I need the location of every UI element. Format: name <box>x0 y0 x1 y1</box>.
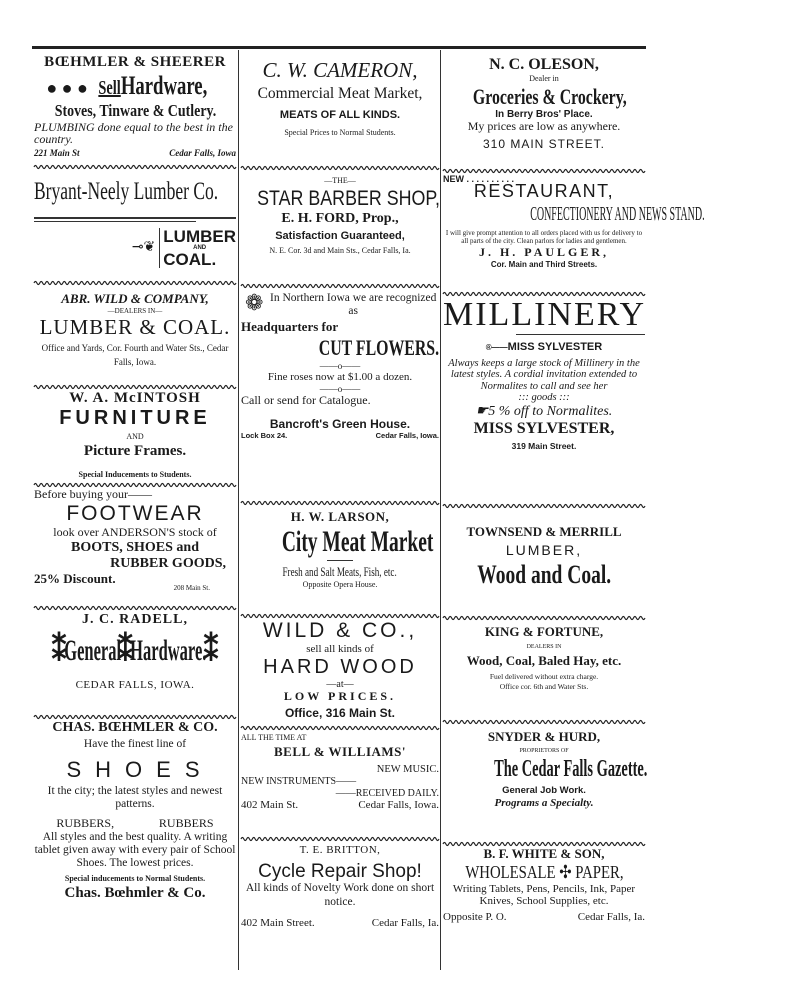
ornament-icon: ®—— <box>485 343 508 352</box>
advertiser-name: BŒHMLER & SHEERER <box>44 54 226 70</box>
ad-cameron <box>241 58 439 137</box>
advertiser-name: J. H. PAULGER, <box>478 244 610 259</box>
place-line: In Berry Bros' Place. <box>495 108 593 120</box>
special-note: Special Inducements to Students. <box>78 469 192 479</box>
location: Opposite P. O. <box>443 910 507 923</box>
hardware-heading: Hardware. <box>130 634 207 668</box>
office-address: Office cor. 6th and Water Sts. <box>499 682 589 692</box>
finest-text: Have the finest line of <box>83 738 187 751</box>
bullets-ornament: ● ● ● <box>46 78 88 99</box>
address: 319 Main Street. <box>511 440 577 451</box>
prices-line: My prices are low as anywhere. <box>467 119 621 134</box>
music-line: NEW MUSIC. <box>376 764 439 776</box>
discount: 5 % off to Normalites. <box>488 404 613 420</box>
headquarters-label: Headquarters for <box>241 319 339 335</box>
advertiser-name: T. E. BRITTON, <box>299 844 381 856</box>
ad-larson <box>241 510 439 589</box>
ad-boehmler-sheerer <box>34 54 236 158</box>
intro-text: In Northern Iowa we are recognized as <box>270 292 437 318</box>
gazette-heading: The Cedar Falls Gazette. <box>494 755 648 782</box>
ad-oleson <box>443 56 645 152</box>
wavy-divider <box>241 500 439 506</box>
advertiser-name: W. A. McINTOSH <box>69 390 201 406</box>
low-prices: LOW PRICES. <box>283 689 397 704</box>
wavy-divider <box>443 503 645 509</box>
shoes-heading: SHOES <box>66 757 214 783</box>
rose-icon: ❁ <box>245 290 264 315</box>
goods-text: ::: goods ::: <box>518 392 570 404</box>
dealers-label: —DEALERS IN— <box>107 306 163 315</box>
the-label: —THE— <box>324 176 356 185</box>
ad-wild-co <box>241 619 439 721</box>
millinery-heading: MILLINERY <box>443 296 647 333</box>
dealers-label: DEALERS IN <box>526 643 562 650</box>
hardware-heading: Hardware, <box>120 71 207 101</box>
furniture-heading: FURNITURE <box>59 407 211 430</box>
cut-flowers-heading: CUT FLOWERS. <box>318 335 439 361</box>
ad-townsend <box>443 525 645 590</box>
market-heading: City Meat Market <box>281 524 434 558</box>
wavy-divider <box>443 719 645 725</box>
miss-sylvester-label: MISS SYLVESTER <box>507 341 603 353</box>
wavy-divider <box>241 725 439 731</box>
advertiser-name: Bryant-Neely Lumber Co. <box>34 178 219 205</box>
address: N. E. Cor. 3d and Main Sts., Cedar Falls, Ia. <box>269 246 411 256</box>
advertiser-name: B. F. WHITE & SON, <box>483 846 605 861</box>
wavy-divider <box>34 164 236 170</box>
city: Cedar Falls, Ia. <box>577 910 645 923</box>
plumbing-text: PLUMBING done equal to the best in the country. <box>34 119 233 147</box>
sell-label: Sell <box>98 77 122 100</box>
address: 402 Main St. <box>241 799 299 812</box>
dealer-label: Dealer in <box>529 74 559 84</box>
advertiser-name: SNYDER & HURD, <box>487 729 601 744</box>
address: 402 Main Street. <box>241 916 315 929</box>
advertiser-name: STAR BARBER SHOP, <box>257 187 440 211</box>
address: 221 Main St <box>34 147 80 158</box>
lumber-label: LUMBER, <box>505 541 583 558</box>
advertiser-name: BELL & WILLIAMS' <box>273 744 407 760</box>
goods-heading: Wood, Coal, Baled Hay, etc. <box>466 652 622 668</box>
ad-bryant-neely <box>34 178 236 268</box>
before-text: Before buying your—— <box>34 487 152 501</box>
ad-sylvester <box>443 298 645 452</box>
lumber-label: LUMBER <box>163 226 236 246</box>
ad-mcintosh <box>34 390 236 479</box>
and-label: AND <box>126 432 144 442</box>
novelty-text: All kinds of Novelty Work done on short notice. <box>245 882 435 908</box>
shop-heading: Cycle Repair Shop! <box>258 860 422 882</box>
city: CEDAR FALLS, IOWA. <box>75 678 195 691</box>
pointing-hand-icon: ☛ <box>475 404 489 420</box>
advertiser-name: MISS SYLVESTER, <box>473 420 615 438</box>
rubbers-label: RUBBERS <box>158 816 214 831</box>
special-note: Special Prices to Normal Students. <box>284 127 396 137</box>
signature: Chas. Bœhmler & Co. <box>64 884 206 901</box>
styles-text: All styles and the best quality. A writing tablet given away with every pair of School Shoes. The lowest prices. <box>34 830 236 870</box>
fuel-note: Fuel delivered without extra charge. <box>489 671 599 681</box>
job-work-line: General Job Work. <box>502 785 586 797</box>
address: 310 MAIN STREET. <box>482 137 606 152</box>
prompt-text: I will give prompt attention to all orders placed with us for delivery to all parts of the city. Clean parlors for ladies and gentlemen. <box>445 229 643 246</box>
ornament-icon: ⊸❦ <box>131 239 156 255</box>
proprietor: E. H. FORD, Prop., <box>281 211 399 227</box>
footwear-heading: FOOTWEAR <box>66 501 204 525</box>
sell-text: sell all kinds of <box>306 643 374 656</box>
discount: 25% Discount. <box>34 570 116 586</box>
ad-abr-wild <box>34 292 236 369</box>
wholesale-heading: WHOLESALE ✣ PAPER, <box>464 861 624 882</box>
hardwood-heading: HARD WOOD <box>263 655 417 678</box>
advertiser-name: CHAS. BŒHMLER & CO. <box>52 720 218 735</box>
boots-line: BOOTS, SHOES and <box>70 539 199 555</box>
general-label: General <box>63 634 121 668</box>
advertiser-name: Bancroft's Green House. <box>269 416 411 431</box>
satisfaction-line: Satisfaction Guaranteed, <box>275 230 405 243</box>
at-label: —at— <box>326 678 354 690</box>
column-rule <box>440 50 441 970</box>
and-label: AND <box>193 244 207 251</box>
stoves-line: Stoves, Tinware & Cutlery. <box>54 101 216 121</box>
advertiser-name: TOWNSEND & MERRILL <box>466 524 622 539</box>
advertiser-name: J. C. RADELL, <box>82 612 188 627</box>
fresh-line: Fresh and Salt Meats, Fish, etc. <box>282 563 398 579</box>
new-label: NEW . . . . . . . . . . <box>443 174 515 184</box>
special-note: Special inducements to Normal Students. <box>64 873 206 883</box>
ornament-icon: ⁑ <box>203 634 219 668</box>
wood-coal-heading: Wood and Coal. <box>477 560 611 590</box>
frames-label: Picture Frames. <box>83 443 187 460</box>
advertiser-name: N. C. OLESON, <box>489 56 599 73</box>
ad-snyder-hurd <box>443 729 648 810</box>
restaurant-heading: RESTAURANT, <box>473 181 615 202</box>
ad-star-barber <box>241 176 439 255</box>
advertiser-name: WILD & CO., <box>262 619 418 642</box>
ornament-icon: ⁑ <box>117 634 133 668</box>
box-number: Lock Box 24. <box>241 430 288 440</box>
always-text: Always keeps a large stock of Millinery in the latest styles. A cordial invitation extended to Normalites to call and see her <box>448 357 640 392</box>
market-heading: Commercial Meat Market, <box>257 85 423 103</box>
rubber-line: RUBBER GOODS, <box>110 555 226 571</box>
ad-bell-williams <box>241 733 439 812</box>
wavy-divider <box>34 605 236 611</box>
roses-text: Fine roses now at $1.00 a dozen. <box>267 371 413 384</box>
ad-radell <box>34 612 236 691</box>
office-address: Office, 316 Main St. <box>284 706 396 721</box>
city-text: It the city; the latest styles and newest patterns. <box>47 784 223 810</box>
advertiser-name: H. W. LARSON, <box>290 509 390 524</box>
separator: ——o—— <box>319 360 361 371</box>
received-line: ——RECEIVED DAILY. <box>335 787 439 799</box>
coal-label: COAL. <box>163 249 217 269</box>
meats-line: MEATS OF ALL KINDS. <box>279 108 401 121</box>
wavy-divider <box>241 836 439 842</box>
advertiser-name: C. W. CAMERON, <box>262 58 418 82</box>
ad-paulger <box>443 174 705 269</box>
advertiser-name: KING & FORTUNE, <box>484 624 604 639</box>
city: Cedar Falls, Iowa. <box>375 430 439 440</box>
ad-bancroft <box>241 292 439 440</box>
column-rule <box>238 50 239 970</box>
ad-king-fortune <box>443 625 645 692</box>
wavy-divider <box>34 280 236 286</box>
address: Cor. Main and Third Streets. <box>490 259 598 269</box>
ad-white <box>443 847 645 924</box>
ad-britton <box>241 844 439 930</box>
office-address: Office and Yards, Cor. Fourth and Water Sts., Cedar Falls, Iowa. <box>41 343 229 367</box>
instruments-line: NEW INSTRUMENTS—— <box>241 776 357 788</box>
wavy-divider <box>443 615 645 621</box>
call-text: Call or send for Catalogue. <box>241 393 371 407</box>
wavy-divider <box>241 165 439 171</box>
location: Opposite Opera House. <box>302 579 378 589</box>
address: 208 Main St. <box>173 583 210 592</box>
proprietors-label: PROPRIETORS OF <box>519 747 569 754</box>
city: Cedar Falls, Ia. <box>371 916 439 929</box>
goods-heading: Groceries & Crockery, <box>472 83 627 109</box>
separator: ——o—— <box>319 383 361 394</box>
advertiser-name: ABR. WILD & COMPANY, <box>61 291 209 306</box>
city: Cedar Falls, Iowa. <box>358 799 439 812</box>
confectionery-heading: CONFECTIONERY AND NEWS STAND. <box>530 203 705 226</box>
top-rule <box>32 46 646 49</box>
city: Cedar Falls, Iowa <box>169 147 236 158</box>
wavy-divider <box>241 283 439 289</box>
look-text: look over ANDERSON'S stock of <box>53 524 217 539</box>
ad-anderson <box>34 488 236 592</box>
ad-chas-boehmler <box>34 720 236 902</box>
ornament-icon: ⁑ <box>51 634 67 668</box>
rubbers-label: RUBBERS, <box>56 816 115 831</box>
goods-heading: LUMBER & COAL. <box>39 314 231 339</box>
programs-line: Programs a Specialty. <box>494 797 594 810</box>
items-text: Writing Tablets, Pens, Pencils, Ink, Paper Knives, School Supplies, etc. <box>452 882 636 908</box>
all-the-time: ALL THE TIME AT <box>241 733 307 742</box>
